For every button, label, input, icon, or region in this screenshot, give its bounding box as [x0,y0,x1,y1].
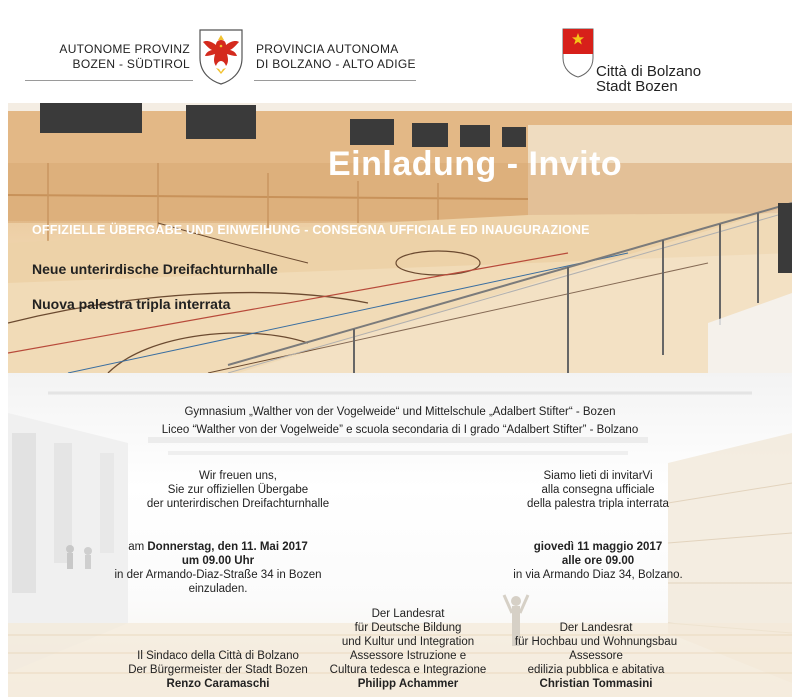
building-councillor-name: Christian Tommasini [539,678,653,690]
event-time-italian: alle ore 09.00 [561,555,635,567]
signature-education-councillor [298,607,518,691]
bolzano-star-shield-icon [562,28,594,78]
hall-name-italian: Nuova palestra tripla interrata [32,296,231,312]
event-details-italian [488,540,708,582]
greeting-de-line-3: der unterirdischen Dreifachturnhalle [146,498,330,510]
building-line-1: Der Landesrat [559,622,633,634]
mayor-name: Renzo Caramaschi [166,678,270,690]
divider-left [25,80,193,81]
greeting-it-line-1: Siamo lieti di invitarVi [543,470,653,482]
event-place-german: in der Armando-Diaz-Straße 34 in Bozen [114,569,322,581]
event-date-italian: giovedì 11 maggio 2017 [533,541,663,553]
province-de-line-2: BOZEN - SÜDTIROL [72,57,190,71]
city-name-italian: Città di Bolzano [596,63,702,80]
invitation-body [8,373,792,697]
province-de-line-1: AUTONOME PROVINZ [59,42,190,56]
event-place-italian: in via Armando Diaz 34, Bolzano. [513,569,683,581]
province-name-german [30,42,190,72]
event-details-german [98,540,338,596]
building-line-4: edilizia pubblica e abitativa [527,664,665,676]
education-councillor-name: Philipp Achammer [357,678,459,690]
hall-name-german: Neue unterirdische Dreifachturnhalle [32,261,278,277]
letterhead [0,0,800,103]
city-name [596,64,701,94]
mayor-title-german: Der Bürgermeister der Stadt Bozen [128,664,308,676]
event-date-german [98,540,338,554]
greeting-de-line-1: Wir freuen uns, [199,470,277,482]
date-value-german: Donnerstag, den 11. Mai 2017 [147,541,308,553]
greeting-it-line-2: alla consegna ufficiale [541,484,655,496]
event-time-german: um 09.00 Uhr [181,555,255,567]
greeting-de-line-2: Sie zur offiziellen Übergabe [167,484,309,496]
building-line-2: für Hochbau und Wohnungsbau [514,636,678,648]
education-line-5: Cultura tedesca e Integrazione [329,664,487,676]
tyrolean-eagle-shield-icon [198,28,244,86]
schools-italian: Liceo “Walther von der Vogelweide” e scuola secondaria di I grado “Adalbert Stifter” - Bolzano [161,424,639,436]
schools-german: Gymnasium „Walther von der Vogelweide“ und Mittelschule „Adalbert Stifter“ - Bozen [184,406,616,418]
date-prefix: am [128,541,148,553]
greeting-it-line-3: della palestra tripla interrata [527,498,669,510]
schools-line [8,403,792,439]
mayor-title-italian: Il Sindaco della Città di Bolzano [137,650,299,662]
divider-right [254,80,416,81]
gym-photo-banner [8,103,792,373]
education-line-2: für Deutsche Bildung [354,622,462,634]
signature-mayor [108,649,328,691]
greeting-italian [488,469,708,511]
signature-building-councillor [486,621,706,691]
province-name-italian [256,42,436,72]
event-subtitle: OFFIZIELLE ÜBERGABE UND EINWEIHUNG - CONSEGNA UFFICIALE ED INAUGURAZIONE [32,223,590,237]
greeting-german [128,469,348,511]
education-line-4: Assessore Istruzione e [349,650,467,662]
city-name-german: Stadt Bozen [596,78,678,95]
gym-hall-photo [8,103,792,373]
building-line-3: Assessore [569,650,623,662]
province-it-line-1: PROVINCIA AUTONOMA [256,42,399,56]
education-line-3: und Kultur und Integration [341,636,475,648]
event-closing-german: einzuladen. [188,583,248,595]
province-it-line-2: DI BOLZANO - ALTO ADIGE [256,57,416,71]
invitation-title: Einladung - Invito [328,145,623,183]
education-line-1: Der Landesrat [371,608,445,620]
